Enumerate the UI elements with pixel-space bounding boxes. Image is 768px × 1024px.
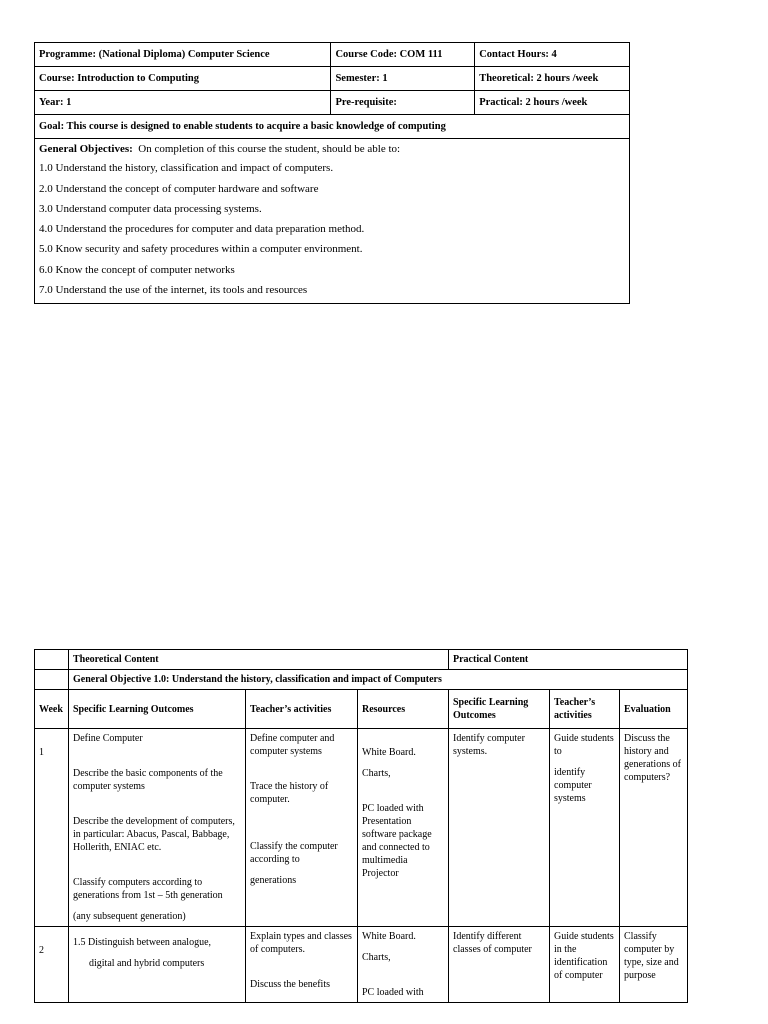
theoretical-hours-cell: Theoretical: 2 hours /week xyxy=(475,67,630,91)
teacher-activity: Explain types and classes of computers. xyxy=(250,931,352,955)
slo-cell xyxy=(69,927,246,1003)
header-row-2 xyxy=(35,67,630,91)
teacher-activity: generations xyxy=(250,875,297,886)
objectives-label: General Objectives: xyxy=(39,143,133,155)
goal-row xyxy=(35,115,630,139)
contact-hours-cell: Contact Hours: 4 xyxy=(475,43,630,67)
practical-slo-cell xyxy=(449,927,550,1003)
header-row-1 xyxy=(35,43,630,67)
course-code-cell: Course Code: COM 111 xyxy=(331,43,475,67)
practical-teacher-cell xyxy=(550,729,620,927)
objective-item: 5.0 Know security and safety procedures within a computer environment. xyxy=(39,243,363,256)
objective-item: 6.0 Know the concept of computer networks xyxy=(39,263,235,276)
teacher-activity: Define computer and computer systems xyxy=(250,733,335,757)
week-number: 2 xyxy=(39,945,44,956)
general-objective-row xyxy=(35,670,688,690)
practical-teacher-item: Guide students in the identification of computer xyxy=(554,931,614,981)
table-row xyxy=(35,927,688,1003)
objective-item: 3.0 Understand computer data processing systems. xyxy=(39,202,262,215)
objective-item: 4.0 Understand the procedures for computer and data preparation method. xyxy=(39,223,365,236)
objectives-heading xyxy=(39,142,625,156)
practical-slo-item: Identify computer systems. xyxy=(453,733,525,757)
objective-item: 2.0 Understand the concept of computer hardware and software xyxy=(39,182,319,195)
column-header-row xyxy=(35,690,688,729)
resource-item: White Board. xyxy=(362,747,416,758)
objective-item: 7.0 Understand the use of the internet, its tools and resources xyxy=(39,284,308,297)
objectives-row xyxy=(35,139,630,304)
objective-item: 1.0 Understand the history, classification and impact of computers. xyxy=(39,162,334,175)
slo-item: Define Computer xyxy=(73,733,143,744)
resource-item: White Board. xyxy=(362,931,416,942)
evaluation-cell xyxy=(620,729,688,927)
slo-item: (any subsequent generation) xyxy=(73,911,186,922)
theoretical-content-heading: Theoretical Content xyxy=(69,650,449,670)
resource-item: PC loaded with xyxy=(362,987,424,998)
practical-slo-cell xyxy=(449,729,550,927)
slo-item: digital and hybrid computers xyxy=(89,958,205,969)
course-info-table xyxy=(34,42,630,304)
week-number: 1 xyxy=(39,747,44,758)
week-column-header: Week xyxy=(35,690,69,729)
blank-cell xyxy=(35,670,69,690)
week-number-cell xyxy=(35,729,69,927)
practical-teacher-item: Guide students to xyxy=(554,733,614,757)
practical-teacher-item: identify computer systems xyxy=(554,767,592,804)
practical-content-heading: Practical Content xyxy=(449,650,688,670)
blank-cell xyxy=(35,650,69,670)
practical-hours-cell: Practical: 2 hours /week xyxy=(475,91,630,115)
practical-teacher-cell xyxy=(550,927,620,1003)
semester-cell: Semester: 1 xyxy=(331,67,475,91)
resources-cell xyxy=(358,729,449,927)
teacher-activity: Trace the history of computer. xyxy=(250,781,329,805)
practical-slo-column-header: Specific Learning Outcomes xyxy=(449,690,550,729)
slo-column-header: Specific Learning Outcomes xyxy=(69,690,246,729)
header-row-3 xyxy=(35,91,630,115)
content-type-row xyxy=(35,650,688,670)
prerequisite-cell: Pre-requisite: xyxy=(331,91,475,115)
objectives-intro: On completion of this course the student, should be able to: xyxy=(138,143,401,155)
goal-cell: Goal: This course is designed to enable students to acquire a basic knowledge of computing xyxy=(35,115,630,139)
curriculum-table xyxy=(34,649,688,1003)
programme-cell: Programme: (National Diploma) Computer Science xyxy=(35,43,331,67)
objectives-cell xyxy=(35,139,630,304)
teacher-activities-cell xyxy=(246,927,358,1003)
slo-item: Describe the basic components of the computer systems xyxy=(73,768,223,792)
practical-teacher-column-header: Teacher’s activities xyxy=(550,690,620,729)
teacher-activity: Classify the computer according to xyxy=(250,841,338,865)
teacher-activities-cell xyxy=(246,729,358,927)
resources-column-header: Resources xyxy=(358,690,449,729)
slo-item: Classify computers according to generations from 1st – 5th generation xyxy=(73,877,223,901)
resource-item: Charts, xyxy=(362,952,391,963)
year-cell: Year: 1 xyxy=(35,91,331,115)
course-title-cell: Course: Introduction to Computing xyxy=(35,67,331,91)
evaluation-column-header: Evaluation xyxy=(620,690,688,729)
general-objective-cell: General Objective 1.0: Understand the history, classification and impact of Computers xyxy=(69,670,688,690)
resources-cell xyxy=(358,927,449,1003)
evaluation-cell xyxy=(620,927,688,1003)
table-row xyxy=(35,729,688,927)
slo-cell xyxy=(69,729,246,927)
slo-item: 1.5 Distinguish between analogue, xyxy=(73,937,212,948)
resource-item: Charts, xyxy=(362,768,391,779)
evaluation-item: Discuss the history and generations of computers? xyxy=(624,733,681,783)
teacher-activities-column-header: Teacher’s activities xyxy=(246,690,358,729)
teacher-activity: Discuss the benefits xyxy=(250,979,330,990)
practical-slo-item: Identify different classes of computer xyxy=(453,931,532,955)
week-number-cell xyxy=(35,927,69,1003)
resource-item: PC loaded with Presentation software package and connected to multimedia Projector xyxy=(362,803,432,879)
slo-item: Describe the development of computers, in particular: Abacus, Pascal, Babbage, Hollerith, ENIAC etc. xyxy=(73,816,235,853)
evaluation-item: Classify computer by type, size and purpose xyxy=(624,931,679,981)
